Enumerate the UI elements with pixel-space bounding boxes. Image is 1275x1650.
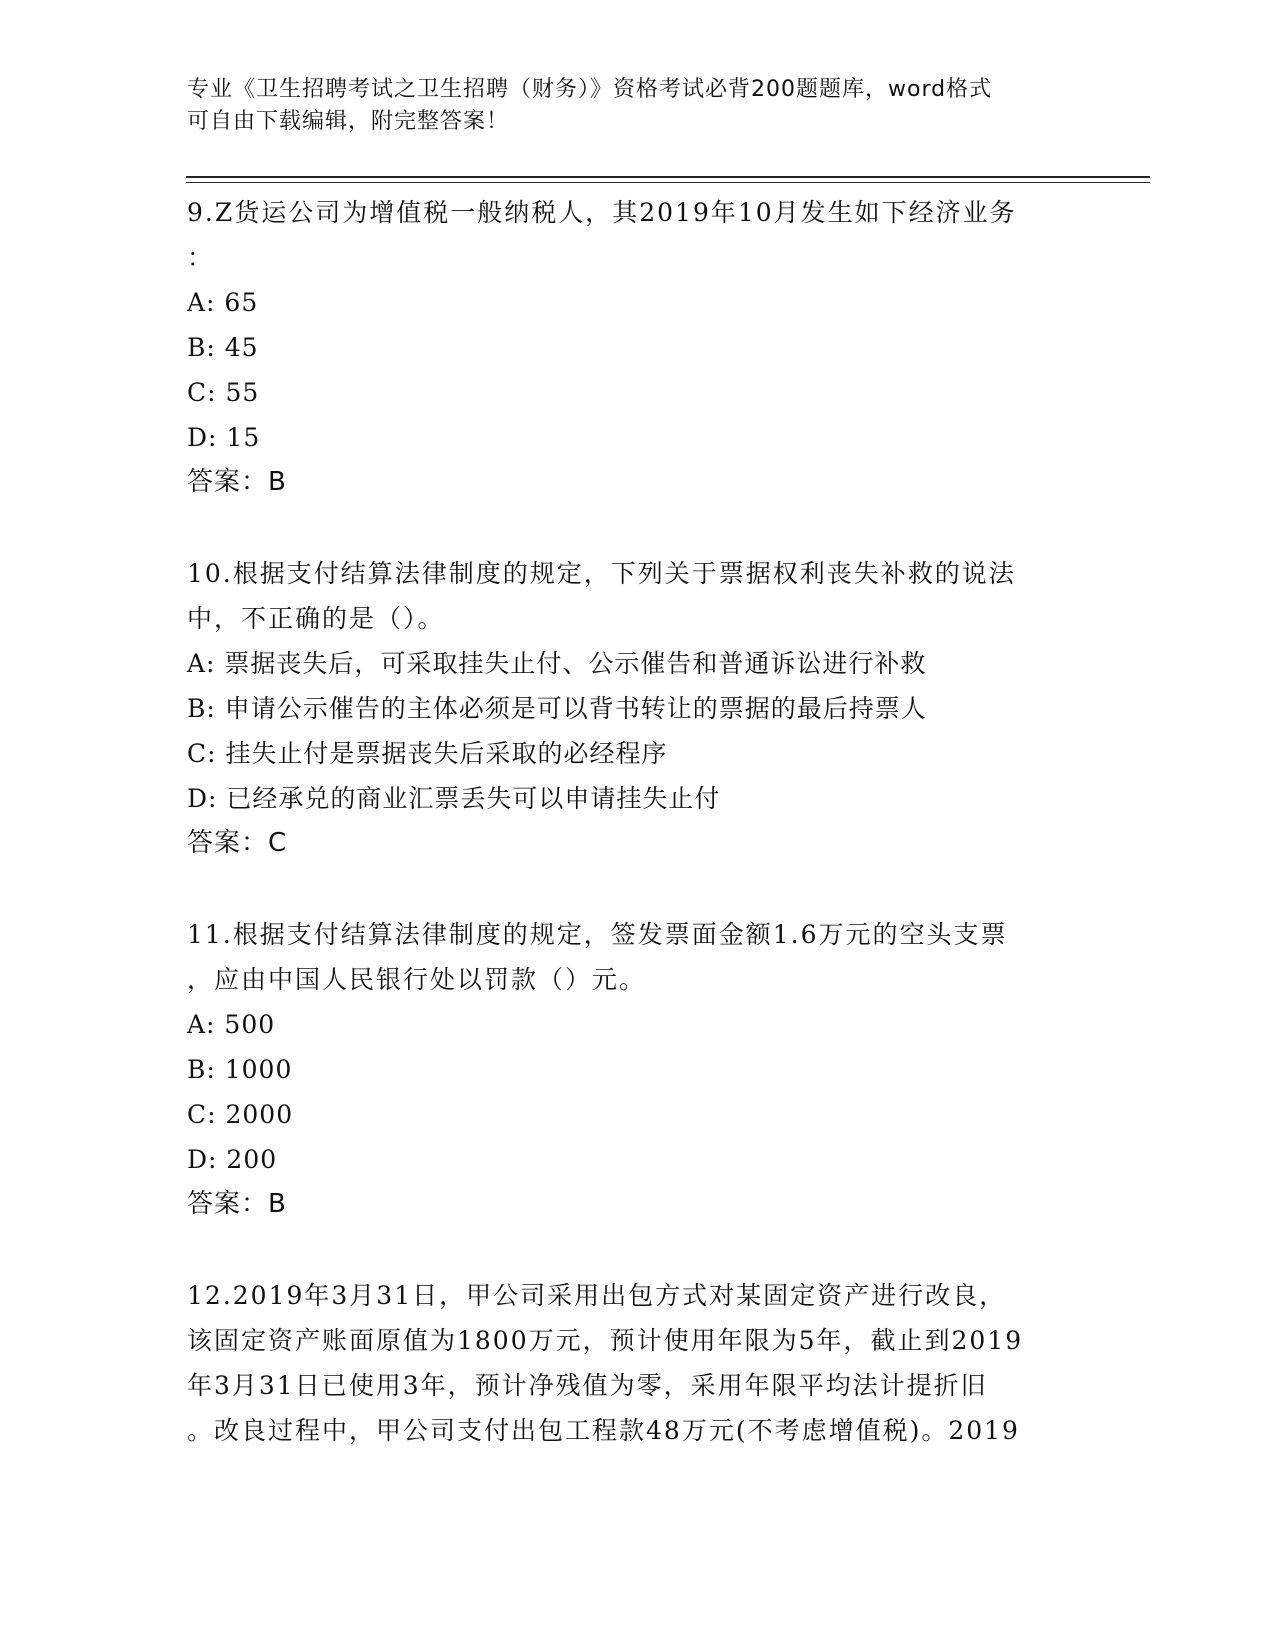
question-text-line: 12.2019年3月31日，甲公司采用出包方式对某固定资产进行改良， xyxy=(187,1281,1007,1310)
answer-line: 答案：B xyxy=(187,1189,287,1219)
option-b: B: 45 xyxy=(187,333,259,362)
question-text-line: ： xyxy=(187,243,215,272)
question-text-line: 中，不正确的是（）。 xyxy=(187,604,445,633)
question-spacer xyxy=(187,866,1087,912)
question-text-line: 年3月31日已使用3年，预计净残值为零，采用年限平均法计提折旧 xyxy=(187,1371,988,1400)
option-a: A: 500 xyxy=(187,1010,276,1039)
question-12 xyxy=(187,1273,1087,1453)
option-c: C: 挂失止付是票据丧失后采取的必经程序 xyxy=(187,739,668,768)
option-d: D: 15 xyxy=(187,423,261,452)
question-9 xyxy=(187,190,1087,505)
question-text-line: 10.根据支付结算法律制度的规定，下列关于票据权利丧失补救的说法 xyxy=(187,559,1016,588)
option-a: A: 票据丧失后，可采取挂失止付、公示催告和普通诉讼进行补救 xyxy=(187,649,927,678)
option-d: D: 200 xyxy=(187,1145,278,1174)
question-spacer xyxy=(187,1227,1087,1273)
option-c: C: 55 xyxy=(187,378,260,407)
question-text-line: 。改良过程中，甲公司支付出包工程款48万元(不考虑增值税)。2019 xyxy=(187,1416,1020,1445)
option-c: C: 2000 xyxy=(187,1100,294,1129)
header-line-2: 可自由下载编辑，附完整答案！ xyxy=(187,109,510,134)
document-header xyxy=(187,74,1067,138)
question-10 xyxy=(187,551,1087,866)
header-divider-thin xyxy=(186,182,1150,183)
answer-line: 答案：B xyxy=(187,467,287,497)
question-11 xyxy=(187,912,1087,1227)
header-line-1: 专业《卫生招聘考试之卫生招聘（财务）》资格考试必背200题题库，word格式 xyxy=(187,77,993,102)
question-list xyxy=(187,190,1087,1453)
question-spacer xyxy=(187,505,1087,551)
option-b: B: 申请公示催告的主体必须是可以背书转让的票据的最后持票人 xyxy=(187,694,927,723)
answer-line: 答案：C xyxy=(187,828,288,858)
header-divider-thick xyxy=(186,176,1150,178)
question-text-line: 9.Z货运公司为增值税一般纳税人，其2019年10月发生如下经济业务 xyxy=(187,198,1017,227)
question-text-line: 11.根据支付结算法律制度的规定，签发票面金额1.6万元的空头支票 xyxy=(187,920,1008,949)
question-text-line: ，应由中国人民银行处以罚款（）元。 xyxy=(187,965,647,994)
option-b: B: 1000 xyxy=(187,1055,293,1084)
question-text-line: 该固定资产账面原值为1800万元，预计使用年限为5年，截止到2019 xyxy=(187,1326,1024,1355)
option-d: D: 已经承兑的商业汇票丢失可以申请挂失止付 xyxy=(187,784,721,813)
option-a: A: 65 xyxy=(187,288,259,317)
